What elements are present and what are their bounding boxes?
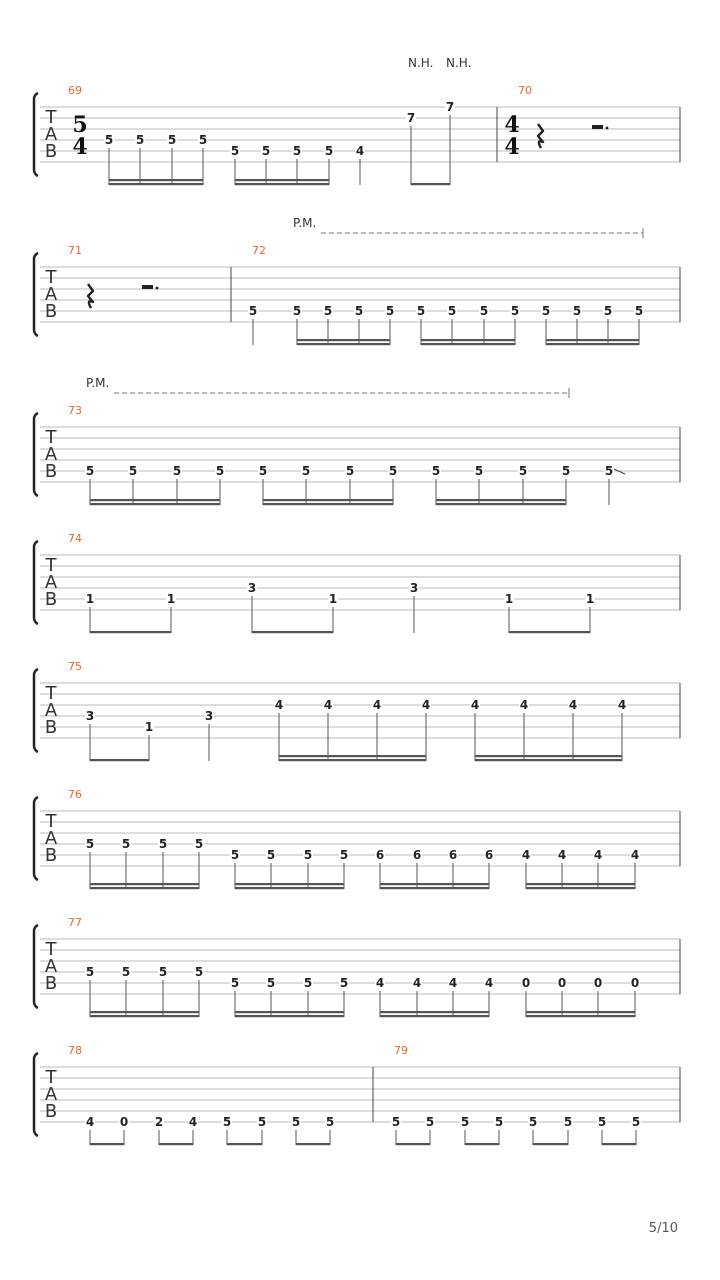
fret-number: 4	[630, 848, 640, 862]
measure-number: 70	[518, 84, 532, 97]
fret-number: 5	[474, 464, 484, 478]
fret-number: 4	[85, 1115, 95, 1129]
fret-number: 5	[345, 464, 355, 478]
system-bracket	[34, 1053, 38, 1136]
half-rest	[142, 285, 153, 289]
measure-number: 79	[394, 1044, 408, 1057]
fret-number: 4	[355, 144, 365, 158]
tab-clef-letter: A	[44, 956, 58, 977]
measure-number: 73	[68, 404, 82, 417]
tab-clef-letter: T	[45, 939, 57, 960]
tab-clef-letter: A	[44, 700, 58, 721]
fret-number: 5	[158, 965, 168, 979]
note-beam	[90, 503, 220, 505]
fret-number: 5	[447, 304, 457, 318]
fret-number: 4	[519, 698, 529, 712]
system-bracket	[34, 925, 38, 1008]
note-beam	[279, 759, 426, 761]
fret-number: 4	[188, 1115, 198, 1129]
page-number: 5/10	[648, 1221, 678, 1236]
fret-number: 5	[248, 304, 258, 318]
tab-clef-letter: B	[44, 845, 58, 866]
fret-number: 5	[121, 965, 131, 979]
fret-number: 4	[323, 698, 333, 712]
tab-clef-letter: A	[44, 444, 58, 465]
fret-number: 5	[222, 1115, 232, 1129]
fret-number: 0	[521, 976, 531, 990]
fret-number: 5	[301, 464, 311, 478]
tab-system	[34, 788, 680, 889]
fret-number: 5	[158, 837, 168, 851]
fret-number: 6	[412, 848, 422, 862]
fret-number: 3	[409, 581, 419, 595]
fret-number: 5	[385, 304, 395, 318]
note-beam	[235, 1015, 344, 1017]
tab-clef-letter: T	[45, 683, 57, 704]
fret-number: 5	[425, 1115, 435, 1129]
system-bracket	[34, 797, 38, 880]
fret-number: 5	[230, 976, 240, 990]
time-signature-denominator: 4	[72, 134, 88, 160]
fret-number: 4	[421, 698, 431, 712]
note-beam	[90, 759, 149, 761]
note-beam	[421, 339, 515, 341]
tab-clef-letter: A	[44, 124, 58, 145]
time-signature-numerator: 4	[504, 112, 520, 138]
fret-number: 5	[261, 144, 271, 158]
fret-number: 5	[604, 464, 614, 478]
rest-dot	[156, 287, 159, 290]
fret-number: 6	[448, 848, 458, 862]
fret-number: 5	[572, 304, 582, 318]
fret-number: 4	[521, 848, 531, 862]
time-signature-numerator: 5	[72, 112, 88, 138]
fret-number: 5	[121, 837, 131, 851]
measure-number: 71	[68, 244, 82, 257]
system-bracket	[34, 93, 38, 176]
rest-dot	[606, 127, 609, 130]
fret-number: 5	[518, 464, 528, 478]
tab-system	[34, 660, 680, 761]
note-beam	[602, 1143, 636, 1145]
fret-number: 5	[230, 144, 240, 158]
note-beam	[533, 1143, 568, 1145]
measure-number: 78	[68, 1044, 82, 1057]
annotation-label: P.M.	[86, 376, 110, 390]
fret-number: 4	[375, 976, 385, 990]
note-beam	[90, 887, 199, 889]
tab-system	[34, 916, 680, 1017]
fret-number: 5	[510, 304, 520, 318]
tab-clef-letter: T	[45, 107, 57, 128]
fret-number: 5	[391, 1115, 401, 1129]
note-beam	[90, 1143, 124, 1145]
fret-number: 5	[416, 304, 426, 318]
tab-clef-letter: A	[44, 284, 58, 305]
measure-number: 75	[68, 660, 82, 673]
note-beam	[109, 179, 203, 181]
note-beam	[90, 631, 171, 633]
note-beam	[227, 1143, 262, 1145]
note-beam	[411, 183, 450, 185]
fret-number: 3	[204, 709, 214, 723]
system-bracket	[34, 541, 38, 624]
note-beam	[235, 183, 329, 185]
fret-number: 5	[303, 848, 313, 862]
fret-number: 4	[274, 698, 284, 712]
note-beam	[263, 503, 393, 505]
fret-number: 5	[354, 304, 364, 318]
fret-number: 4	[568, 698, 578, 712]
fret-number: 4	[412, 976, 422, 990]
tab-clef-letter: A	[44, 1084, 58, 1105]
fret-number: 5	[257, 1115, 267, 1129]
fret-number: 5	[339, 848, 349, 862]
tab-clef-letter: B	[44, 141, 58, 162]
fret-number: 5	[230, 848, 240, 862]
note-beam	[279, 755, 426, 757]
fret-number: 7	[406, 111, 416, 125]
fret-number: 5	[258, 464, 268, 478]
fret-number: 4	[470, 698, 480, 712]
fret-number: 5	[479, 304, 489, 318]
tab-clef-letter: T	[45, 1067, 57, 1088]
fret-number: 5	[85, 464, 95, 478]
fret-number: 0	[119, 1115, 129, 1129]
tab-clef-letter: B	[44, 717, 58, 738]
fret-number: 4	[557, 848, 567, 862]
note-beam	[296, 1143, 330, 1145]
fret-number: 5	[194, 965, 204, 979]
tab-clef-letter: A	[44, 572, 58, 593]
fret-number: 5	[339, 976, 349, 990]
tab-clef-letter: T	[45, 555, 57, 576]
fret-number: 4	[448, 976, 458, 990]
note-beam	[421, 343, 515, 345]
quarter-rest	[538, 124, 543, 148]
tab-clef-letter: B	[44, 589, 58, 610]
note-beam	[109, 183, 203, 185]
fret-number: 4	[484, 976, 494, 990]
note-beam	[396, 1143, 430, 1145]
fret-number: 5	[198, 133, 208, 147]
tab-clef-letter: B	[44, 301, 58, 322]
tab-system	[34, 376, 680, 505]
tab-clef-letter: A	[44, 828, 58, 849]
note-beam	[546, 343, 639, 345]
fret-number: 5	[128, 464, 138, 478]
tab-clef-letter: B	[44, 973, 58, 994]
fret-number: 4	[372, 698, 382, 712]
fret-number: 0	[593, 976, 603, 990]
tab-clef-letter: T	[45, 267, 57, 288]
note-beam	[475, 755, 622, 757]
fret-number: 5	[266, 848, 276, 862]
fret-number: 5	[325, 1115, 335, 1129]
fret-number: 5	[291, 1115, 301, 1129]
note-beam	[436, 503, 566, 505]
fret-number: 5	[388, 464, 398, 478]
measure-number: 77	[68, 916, 82, 929]
fret-number: 5	[266, 976, 276, 990]
note-beam	[90, 499, 220, 501]
note-beam	[297, 339, 390, 341]
fret-number: 1	[328, 592, 338, 606]
fret-number: 1	[144, 720, 154, 734]
measure-number: 76	[68, 788, 82, 801]
note-beam	[90, 883, 199, 885]
note-beam	[526, 1011, 635, 1013]
fret-number: 5	[85, 837, 95, 851]
fret-number: 1	[85, 592, 95, 606]
fret-number: 5	[85, 965, 95, 979]
note-beam	[526, 1015, 635, 1017]
note-beam	[90, 1011, 199, 1013]
time-signature-denominator: 4	[504, 134, 520, 160]
note-beam	[263, 499, 393, 501]
fret-number: 5	[561, 464, 571, 478]
fret-number: 0	[630, 976, 640, 990]
fret-number: 6	[484, 848, 494, 862]
fret-number: 5	[167, 133, 177, 147]
system-bracket	[34, 253, 38, 336]
note-beam	[436, 499, 566, 501]
note-beam	[380, 1015, 489, 1017]
fret-number: 7	[445, 100, 455, 114]
fret-number: 6	[375, 848, 385, 862]
note-beam	[526, 887, 635, 889]
fret-number: 5	[597, 1115, 607, 1129]
tab-clef-letter: B	[44, 461, 58, 482]
note-beam	[380, 883, 489, 885]
fret-number: 5	[603, 304, 613, 318]
fret-number: 5	[563, 1115, 573, 1129]
fret-number: 3	[85, 709, 95, 723]
annotation-label: N.H.	[446, 56, 472, 70]
half-rest	[592, 125, 603, 129]
tab-clef-letter: T	[45, 427, 57, 448]
fret-number: 5	[541, 304, 551, 318]
note-beam	[380, 887, 489, 889]
tab-clef-letter: T	[45, 811, 57, 832]
tab-system	[34, 216, 680, 345]
note-beam	[235, 179, 329, 181]
fret-number: 0	[557, 976, 567, 990]
tab-system	[34, 56, 680, 185]
fret-number: 5	[172, 464, 182, 478]
note-beam	[252, 631, 333, 633]
fret-number: 5	[634, 304, 644, 318]
tab-system	[34, 532, 680, 633]
quarter-rest	[88, 284, 93, 308]
measure-number: 69	[68, 84, 82, 97]
note-beam	[465, 1143, 499, 1145]
fret-number: 5	[292, 304, 302, 318]
fret-number: 5	[631, 1115, 641, 1129]
fret-number: 5	[135, 133, 145, 147]
system-bracket	[34, 669, 38, 752]
measure-number: 72	[252, 244, 266, 257]
note-beam	[235, 883, 344, 885]
note-beam	[90, 1015, 199, 1017]
fret-number: 1	[585, 592, 595, 606]
fret-number: 5	[194, 837, 204, 851]
measure-number: 74	[68, 532, 82, 545]
note-beam	[475, 759, 622, 761]
note-beam	[159, 1143, 193, 1145]
annotation-label: P.M.	[293, 216, 317, 230]
note-beam	[235, 887, 344, 889]
fret-number: 5	[323, 304, 333, 318]
system-bracket	[34, 413, 38, 496]
fret-number: 5	[303, 976, 313, 990]
fret-number: 5	[292, 144, 302, 158]
note-beam	[526, 883, 635, 885]
note-beam	[297, 343, 390, 345]
fret-number: 5	[324, 144, 334, 158]
fret-number: 3	[247, 581, 257, 595]
fret-number: 4	[593, 848, 603, 862]
fret-number: 4	[617, 698, 627, 712]
fret-number: 5	[528, 1115, 538, 1129]
fret-number: 5	[431, 464, 441, 478]
fret-number: 5	[460, 1115, 470, 1129]
fret-number: 5	[494, 1115, 504, 1129]
note-beam	[380, 1011, 489, 1013]
note-beam	[235, 1011, 344, 1013]
fret-number: 1	[504, 592, 514, 606]
tab-clef-letter: B	[44, 1101, 58, 1122]
fret-number: 5	[215, 464, 225, 478]
fret-number: 2	[154, 1115, 164, 1129]
tab-system	[34, 1044, 680, 1145]
note-beam	[509, 631, 590, 633]
annotation-label: N.H.	[408, 56, 434, 70]
note-beam	[546, 339, 639, 341]
fret-number: 5	[104, 133, 114, 147]
fret-number: 1	[166, 592, 176, 606]
